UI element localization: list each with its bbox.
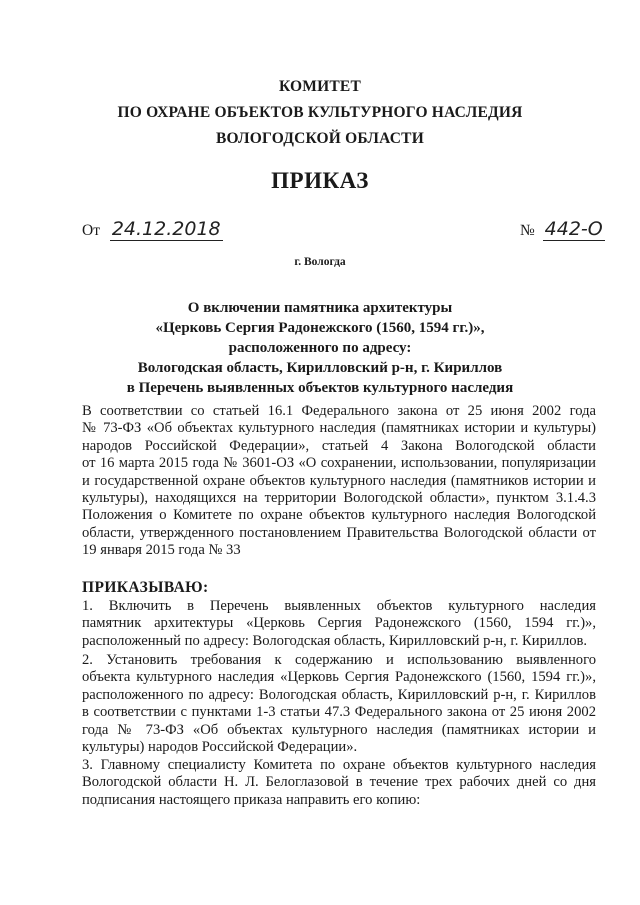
date-value: 24.12.2018 <box>111 218 221 240</box>
subject-line: Вологодская область, Кирилловский р-н, г. Кириллов <box>137 360 503 376</box>
city-label: г. Вологда <box>294 256 346 268</box>
number-prefix: № <box>520 222 535 239</box>
item-line: в соответствии с пунктами 1-3 статьи 47.3 Федерального закона от 25 июня 2002 <box>82 704 596 721</box>
preamble-line: Положения о Комитете по охране объектов культурного наследия Вологодской <box>82 507 596 524</box>
date-block <box>82 218 223 241</box>
order-item-2 <box>82 652 596 756</box>
number-value: 442-О <box>544 218 603 240</box>
item-line: расположенного по адресу: Вологодская область, Кирилловский р-н, г. Кириллов <box>82 686 596 703</box>
header-line-3: ВОЛОГОДСКОЙ ОБЛАСТИ <box>216 130 424 147</box>
header-line-2: ПО ОХРАНЕ ОБЪЕКТОВ КУЛЬТУРНОГО НАСЛЕДИЯ <box>117 104 523 121</box>
date-prefix: От <box>82 222 100 239</box>
item-line: памятник архитектуры «Церковь Сергия Радонежского (1560, 1594 гг.)», <box>82 615 596 632</box>
item-line: 2. Установить требования к содержанию и использованию выявленного <box>82 652 596 668</box>
number-block <box>520 218 605 241</box>
subject-line: «Церковь Сергия Радонежского (1560, 1594 гг.)», <box>155 320 485 336</box>
doc-type-title: ПРИКАЗ <box>271 168 369 193</box>
preamble-line: народов Российской Федерации», статьей 4 Закона Вологодской области <box>82 437 596 454</box>
order-item-1 <box>82 598 596 650</box>
subject-line: О включении памятника архитектуры <box>187 300 453 316</box>
item-line: 3. Главному специалисту Комитета по охране объектов культурного наследия <box>82 757 596 773</box>
header-line-1: КОМИТЕТ <box>278 78 361 95</box>
item-line: подписания настоящего приказа направить его копию: <box>82 791 421 808</box>
order-word: ПРИКАЗЫВАЮ: <box>82 579 209 596</box>
preamble-line: от 16 марта 2015 года № 3601-ОЗ «О сохранении, использовании, популяризации <box>82 455 596 472</box>
subject-line: в Перечень выявленных объектов культурного наследия <box>126 380 514 396</box>
item-line: 1. Включить в Перечень выявленных объектов культурного наследия <box>82 598 596 614</box>
preamble-line: культуры), находящихся на территории Вологодской области», пунктом 3.1.4.3 <box>82 489 596 506</box>
subject-block <box>0 298 640 398</box>
subject-line: расположенного по адресу: <box>228 340 412 356</box>
preamble-line: и государственной охране объектов культурного наследия (памятников истории и <box>82 472 596 489</box>
item-line: расположенный по адресу: Вологодская область, Кирилловский р-н, г. Кириллов. <box>82 632 588 649</box>
item-line: культуры) народов Российской Федерации». <box>82 738 358 755</box>
order-item-3 <box>82 757 596 809</box>
preamble-line: № 73-ФЗ «Об объектах культурного наследия (памятниках истории и культуры) <box>82 420 596 437</box>
preamble-line: 19 января 2015 года № 33 <box>82 542 241 559</box>
preamble-line: В соответствии со статьей 16.1 Федерального закона от 25 июня 2002 года <box>82 403 596 419</box>
preamble-line: области, утвержденного постановлением Правительства Вологодской области от <box>82 524 596 541</box>
preamble-paragraph <box>82 403 596 560</box>
item-line: объекта культурного наследия «Церковь Сергия Радонежского (1560, 1594 гг.)», <box>82 669 596 686</box>
item-line: Вологодской области Н. Л. Белоглазовой в течение трех рабочих дней со дня <box>82 774 596 791</box>
item-line: года № 73-ФЗ «Об объектах культурного наследия (памятниках истории и <box>82 721 596 738</box>
